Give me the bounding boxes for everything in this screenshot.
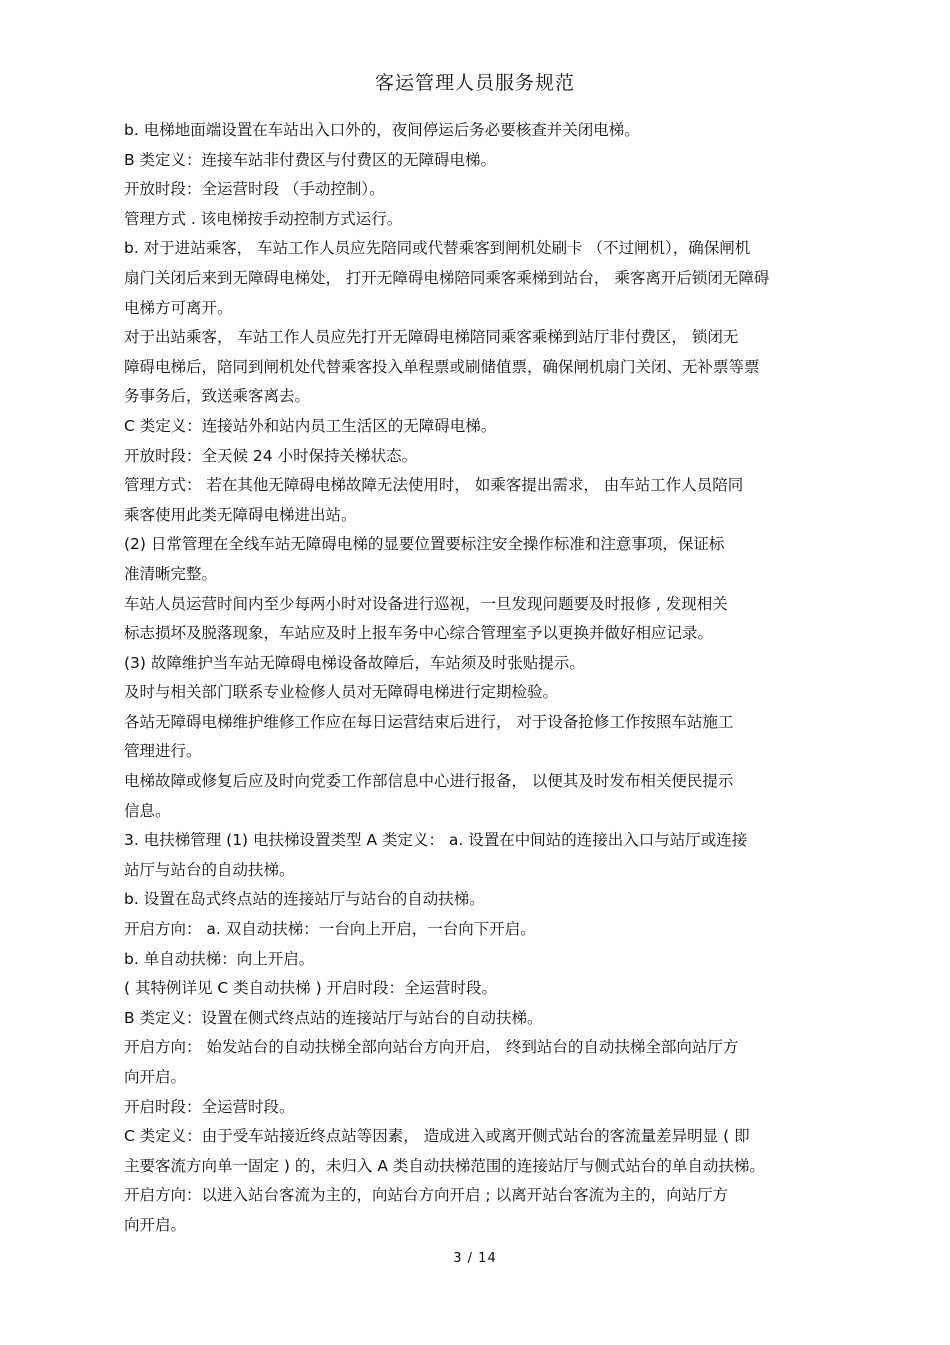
paragraph-line: 信息。	[124, 801, 171, 820]
paragraph-line: 向开启。	[124, 1215, 187, 1234]
paragraph-line: 开启方向：以进入站台客流为主的，向站台方向开启 ; 以离开站台客流为主的，向站厅方	[124, 1186, 729, 1205]
paragraph	[86, 767, 866, 826]
paragraph	[86, 590, 866, 649]
paragraph	[86, 1122, 866, 1181]
paragraph-line: 各站无障碍电梯维护维修工作应在每日运营结束后进行， 对于设备抢修工作按照车站施工	[124, 712, 734, 731]
paragraph-line: C 类定义：连接站外和站内员工生活区的无障碍电梯。	[124, 416, 497, 435]
paragraph-line: 及时与相关部门联系专业检修人员对无障碍电梯进行定期检验。	[124, 683, 559, 702]
paragraph	[86, 974, 866, 1004]
paragraph-line: 开启方向： 始发站台的自动扶梯全部向站台方向开启， 终到站台的自动扶梯全部向站厅方	[124, 1038, 739, 1057]
paragraph	[86, 649, 866, 679]
paragraph-line: 电梯方可离开。	[124, 298, 233, 317]
paragraph-line: 开启方向： a. 双自动扶梯：一台向上开启，一台向下开启。	[124, 920, 536, 939]
paragraph	[86, 175, 866, 205]
paragraph-line: 管理方式： 若在其他无障碍电梯故障无法使用时， 如乘客提出需求， 由车站工作人员陪同	[124, 476, 744, 495]
paragraph-line: C 类定义：由于受车站接近终点站等因素， 造成进入或离开侧式站台的客流量差异明显 ( 即	[124, 1127, 750, 1146]
paragraph	[86, 945, 866, 975]
paragraph	[86, 442, 866, 472]
paragraph	[86, 1181, 866, 1240]
paragraph-line: 务事务后，致送乘客离去。	[124, 387, 311, 406]
page-number: 3 / 14	[453, 1251, 497, 1266]
document-body	[86, 116, 866, 1241]
paragraph-line: b. 电梯地面端设置在车站出入口外的，夜间停运后务必要核查并关闭电梯。	[124, 121, 640, 139]
paragraph-line: 开放时段：全天候 24 小时保持关梯状态。	[124, 446, 418, 465]
paragraph-line: 电梯故障或修复后应及时向党委工作部信息中心进行报备， 以便其及时发布相关便民提示	[124, 772, 734, 791]
paragraph	[86, 708, 866, 767]
page-title: 客运管理人员服务规范	[374, 72, 575, 94]
paragraph-line: 向开启。	[124, 1068, 187, 1086]
paragraph	[86, 915, 866, 945]
paragraph	[86, 116, 866, 146]
paragraph-line: (2) 日常管理在全线车站无障碍电梯的显要位置要标注安全操作标准和注意事项，保证标	[124, 535, 725, 554]
paragraph	[86, 678, 866, 708]
paragraph-line: 标志损坏及脱落现象，车站应及时上报车务中心综合管理室予以更换并做好相应记录。	[124, 624, 714, 643]
paragraph	[86, 530, 866, 589]
paragraph	[86, 885, 866, 915]
paragraph-line: 准清晰完整。	[124, 564, 218, 583]
paragraph-line: B 类定义：连接车站非付费区与付费区的无障碍电梯。	[124, 150, 497, 169]
paragraph-line: b. 对于进站乘客， 车站工作人员应先陪同或代替乘客到闸机处刷卡 （不过闸机），确保闸机	[124, 239, 751, 258]
paragraph-line: 车站人员运营时间内至少每两小时对设备进行巡视，一旦发现问题要及时报修 , 发现相关	[124, 594, 728, 613]
paragraph-line: 障碍电梯后，陪同到闸机处代替乘客投入单程票或刷储值票，确保闸机扇门关闭、无补票等票	[124, 357, 760, 376]
paragraph	[86, 234, 866, 323]
paragraph	[86, 146, 866, 176]
paragraph	[86, 471, 866, 530]
paragraph-line: 扇门关闭后来到无障碍电梯处， 打开无障碍电梯陪同乘客乘梯到站台， 乘客离开后锁闭无障碍	[124, 268, 770, 287]
paragraph-line: b. 单自动扶梯：向上开启。	[124, 949, 315, 968]
paragraph-line: 站厅与站台的自动扶梯。	[124, 860, 295, 879]
paragraph-line: 3. 电扶梯管理 (1) 电扶梯设置类型 A 类定义： a. 设置在中间站的连接出入口与站厅或连接	[124, 831, 748, 850]
paragraph-line: 主要客流方向单一固定 ) 的，未归入 A 类自动扶梯范围的连接站厅与侧式站台的单自动扶梯。	[124, 1156, 765, 1175]
paragraph-line: 开启时段：全运营时段。	[124, 1097, 295, 1116]
paragraph-line: (3) 故障维护当车站无障碍电梯设备故障后，车站须及时张贴提示。	[124, 653, 585, 672]
paragraph-line: b. 设置在岛式终点站的连接站厅与站台的自动扶梯。	[124, 890, 485, 909]
paragraph	[86, 1033, 866, 1092]
paragraph-line: 开放时段：全运营时段 （手动控制）。	[124, 180, 385, 199]
paragraph-line: 乘客使用此类无障碍电梯进出站。	[124, 505, 357, 524]
paragraph	[86, 412, 866, 442]
paragraph	[86, 826, 866, 885]
paragraph-line: 对于出站乘客， 车站工作人员应先打开无障碍电梯陪同乘客乘梯到站厅非付费区， 锁闭无	[124, 328, 739, 347]
paragraph	[86, 323, 866, 412]
paragraph-line: 管理进行。	[124, 742, 202, 761]
paragraph-line: B 类定义：设置在侧式终点站的连接站厅与站台的自动扶梯。	[124, 1008, 543, 1027]
paragraph	[86, 205, 866, 235]
paragraph-line: ( 其特例详见 C 类自动扶梯 ) 开启时段：全运营时段。	[124, 979, 498, 998]
paragraph	[86, 1093, 866, 1123]
paragraph	[86, 1004, 866, 1034]
paragraph-line: 管理方式 . 该电梯按手动控制方式运行。	[124, 209, 403, 228]
